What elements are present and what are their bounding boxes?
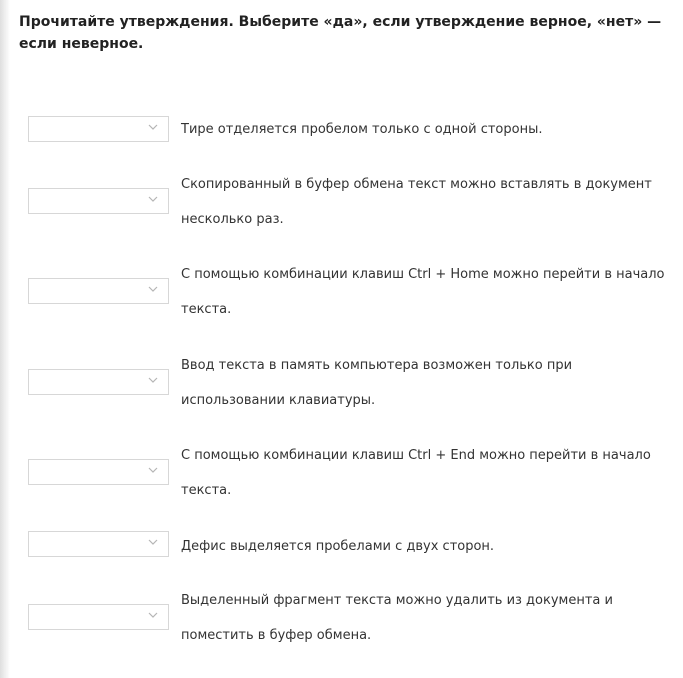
- answer-select-5[interactable]: [28, 459, 169, 485]
- question-text-2: Скопированный в буфер обмена текст можно вставлять в документ несколько раз.: [181, 177, 652, 227]
- answer-select-1[interactable]: [28, 116, 169, 142]
- question-text-5: С помощью комбинации клавиш Ctrl + End можно перейти в начало текста.: [181, 448, 651, 498]
- chevron-down-icon: [148, 375, 158, 385]
- question-text-1: Тире отделяется пробелом только с одной стороны.: [181, 122, 543, 137]
- chevron-down-icon: [148, 122, 158, 132]
- answer-select-4[interactable]: [28, 369, 169, 395]
- answer-select-3[interactable]: [28, 278, 169, 304]
- answer-select-2[interactable]: [28, 188, 169, 214]
- answer-select-6[interactable]: [28, 531, 169, 557]
- chevron-down-icon: [148, 610, 158, 620]
- question-text-3: С помощью комбинации клавиш Ctrl + Home можно перейти в начало текста.: [181, 267, 665, 317]
- question-text-4: Ввод текста в память компьютера возможен только при использовании клавиатуры.: [181, 358, 573, 408]
- chevron-down-icon: [148, 537, 158, 547]
- chevron-down-icon: [148, 194, 158, 204]
- answer-select-7[interactable]: [28, 604, 169, 630]
- instruction-heading: Прочитайте утверждения. Выберите «да», если утверждение верное, «нет» — если неверное.: [19, 14, 662, 52]
- question-text-6: Дефис выделяется пробелами с двух сторон.: [181, 539, 495, 554]
- chevron-down-icon: [148, 465, 158, 475]
- question-text-7: Выделенный фрагмент текста можно удалить из документа и поместить в буфер обмена.: [181, 593, 613, 643]
- chevron-down-icon: [148, 284, 158, 294]
